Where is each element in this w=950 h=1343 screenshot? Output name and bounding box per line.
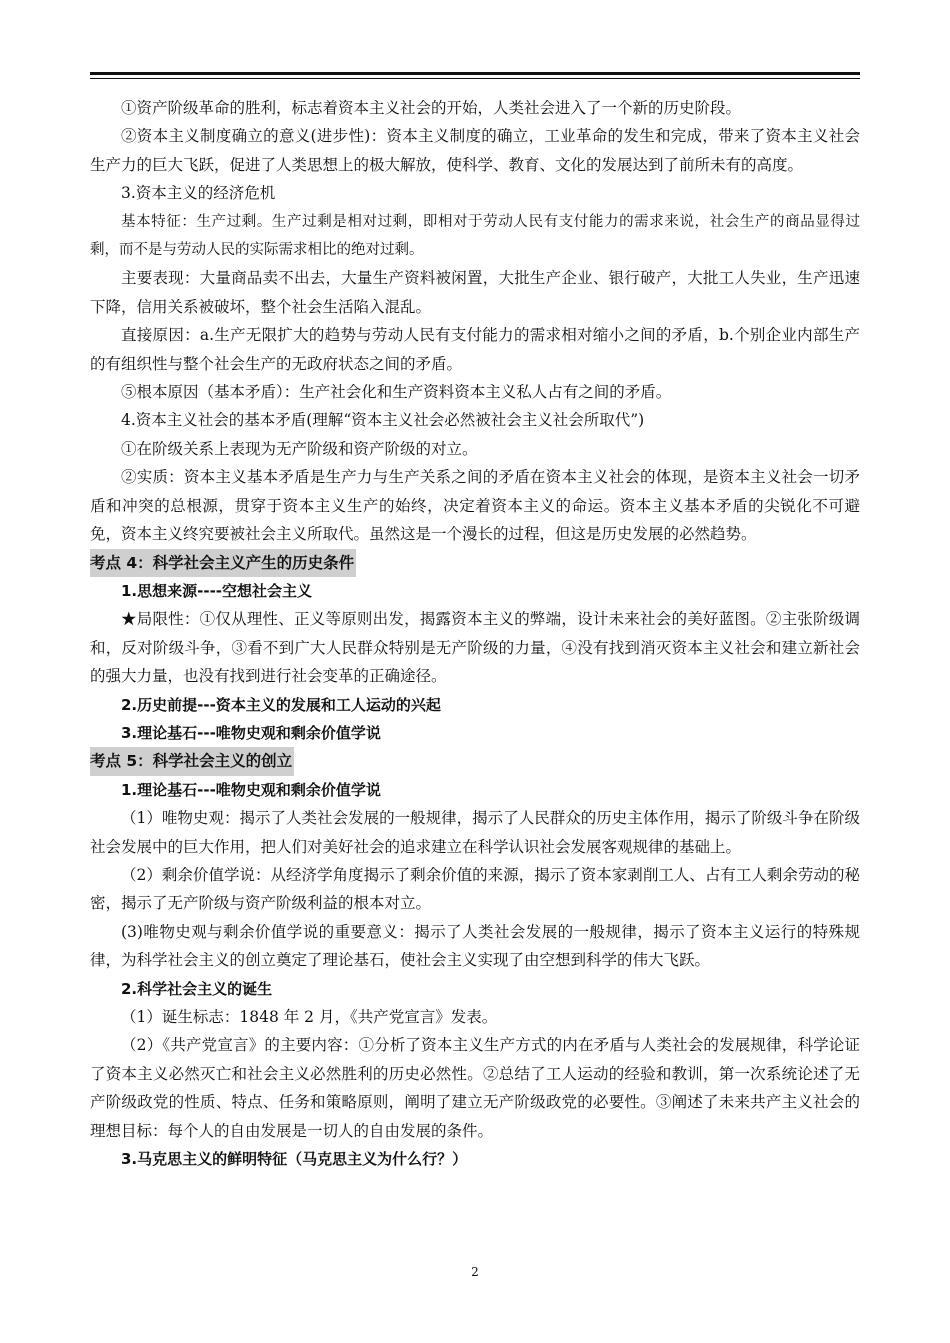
paragraph: 4.资本主义社会的基本矛盾(理解“资本主义社会必然被社会主义社会所取代”) (121, 411, 645, 430)
paragraph: ②实质：资本主义基本矛盾是生产力与生产关系之间的矛盾在资本主义社会的体现，是资本主义社会一切矛盾和冲突的总根源，贯穿于资本主义生产的始终，决定着资本主义的命运。资本主义基本矛盾的尖锐化不可避免，资本主义终究要被社会主义所取代。虽然这是一个漫长的过程，但这是历史发展的必然趋势。 (90, 468, 860, 544)
paragraph: ①资产阶级革命的胜利，标志着资本主义社会的开始，人类社会进入了一个新的历史阶段。 (121, 99, 742, 117)
subheading: 2.科学社会主义的诞生 (121, 979, 273, 998)
page-number: 2 (471, 1265, 479, 1279)
subheading: 1.思想来源----空想社会主义 (121, 581, 313, 600)
paragraph: ⑤根本原因（基本矛盾）：生产社会化和生产资料资本主义私人占有之间的矛盾。 (121, 383, 672, 402)
paragraph: （2）《共产党宣言》的主要内容：①分析了资本主义生产方式的内在矛盾与人类社会的发展规律，科学论证了资本主义必然灭亡和社会主义必然胜利的历史必然性。②总结了工人运动的经验和教训，第一次系统论述了无产阶级政党的性质、特点、任务和策略原则，阐明了建立无产阶级政党的必要性。③阐述了未来共产主义社会的理想目标：每个人的自由发展是一切人的自由发展的条件。 (90, 1036, 860, 1140)
section-heading-text: 考点 5：科学社会主义的创立 (90, 747, 294, 775)
paragraph: ★局限性：①仅从理性、正义等原则出发，揭露资本主义的弊端，设计未来社会的美好蓝图。②主张阶级调和，反对阶级斗争，③看不到广大人民群众特别是无产阶级的力量，④没有找到消灭资本主义社会和建立新社会的强大力量，也没有找到进行社会变革的正确途径。 (90, 610, 860, 686)
subheading: 2.历史前提---资本主义的发展和工人运动的兴起 (121, 695, 441, 714)
paragraph: 3.资本主义的经济危机 (121, 184, 276, 203)
subheading: 3.理论基石---唯物史观和剩余价值学说 (121, 723, 381, 742)
paragraph: 主要表现：大量商品卖不出去，大量生产资料被闲置，大批生产企业、银行破产，大批工人失业，生产迅速下降，信用关系被破坏，整个社会生活陷入混乱。 (90, 269, 860, 316)
paragraph: （1）唯物史观：揭示了人类社会发展的一般规律，揭示了人民群众的历史主体作用，揭示了阶级斗争在阶级社会发展中的巨大作用，把人们对美好社会的追求建立在科学认识社会发展客观规律的基础上。 (90, 809, 860, 856)
subheading: 1.理论基石---唯物史观和剩余价值学说 (121, 780, 381, 799)
header-rule (90, 72, 860, 75)
document-body (90, 94, 860, 1173)
paragraph: （2）剩余价值学说：从经济学角度揭示了剩余价值的来源，揭示了资本家剥削工人、占有工人剩余劳动的秘密，揭示了无产阶级与资产阶级利益的根本对立。 (90, 865, 860, 913)
subheading: 3.马克思主义的鲜明特征（马克思主义为什么行？） (121, 1150, 468, 1169)
paragraph: （1）诞生标志：1848 年 2 月，《共产党宣言》发表。 (121, 1008, 498, 1026)
paragraph: ①在阶级关系上表现为无产阶级和资产阶级的对立。 (121, 439, 478, 458)
paragraph: 直接原因：a.生产无限扩大的趋势与劳动人民有支付能力的需求相对缩小之间的矛盾，b.个别企业内部生产的有组织性与整个社会生产的无政府状态之间的矛盾。 (90, 326, 860, 373)
section-heading (90, 549, 860, 577)
section-heading-text: 考点 4：科学社会主义产生的历史条件 (90, 549, 356, 577)
paragraph: 基本特征：生产过剩。生产过剩是相对过剩，即相对于劳动人民有支付能力的需求来说，社会生产的商品显得过剩，而不是与劳动人民的实际需求相比的绝对过剩。 (90, 213, 860, 259)
paragraph: ②资本主义制度确立的意义(进步性)：资本主义制度的确立，工业革命的发生和完成，带来了资本主义社会生产力的巨大飞跃，促进了人类思想上的极大解放，使科学、教育、文化的发展达到了前所未有的高度。 (90, 127, 860, 174)
section-heading (90, 747, 860, 775)
paragraph: (3)唯物史观与剩余价值学说的重要意义：揭示了人类社会发展的一般规律，揭示了资本主义运行的特殊规律，为科学社会主义的创立奠定了理论基石，使社会主义实现了由空想到科学的伟大飞跃。 (90, 922, 860, 970)
header-rule-thin (90, 78, 860, 79)
